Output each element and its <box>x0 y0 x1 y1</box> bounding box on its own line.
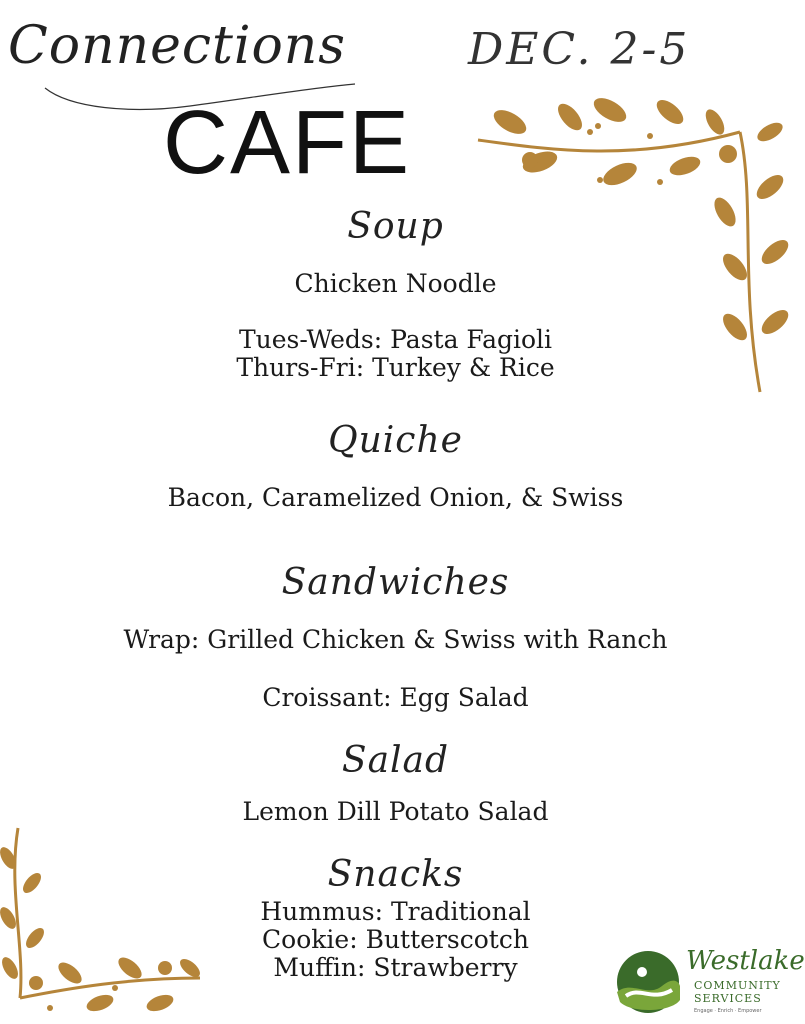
salad-item: Lemon Dill Potato Salad <box>242 797 549 826</box>
logo-line1: COMMUNITY <box>694 979 781 992</box>
westlake-logo <box>612 946 805 1018</box>
logo-tagline: Engage · Enrich · Empower <box>694 1008 762 1014</box>
soup-item: Chicken Noodle <box>294 269 497 298</box>
sandwiches-heading: Sandwiches <box>281 562 510 603</box>
sandwiches-item: Wrap: Grilled Chicken & Swiss with Ranch <box>123 625 668 654</box>
snacks-item: Hummus: Traditional <box>260 897 531 926</box>
westlake-logo-icon <box>612 950 684 1014</box>
logo-line2: SERVICES <box>694 992 762 1005</box>
soup-item: Thurs-Fri: Turkey & Rice <box>236 353 555 382</box>
sandwiches-item: Croissant: Egg Salad <box>262 683 529 712</box>
quiche-item: Bacon, Caramelized Onion, & Swiss <box>167 483 624 512</box>
connections-script-title: Connections <box>8 16 346 76</box>
soup-item: Tues-Weds: Pasta Fagioli <box>238 325 553 354</box>
salad-heading: Salad <box>341 740 450 781</box>
cafe-title: CAFE <box>163 93 412 193</box>
soup-heading: Soup <box>347 206 444 247</box>
quiche-heading: Quiche <box>328 420 463 461</box>
logo-name: Westlake <box>686 946 805 976</box>
snacks-heading: Snacks <box>327 854 464 895</box>
snacks-item: Muffin: Strawberry <box>273 953 518 982</box>
snacks-item: Cookie: Butterscotch <box>262 925 529 954</box>
date-range: DEC. 2-5 <box>468 24 691 75</box>
